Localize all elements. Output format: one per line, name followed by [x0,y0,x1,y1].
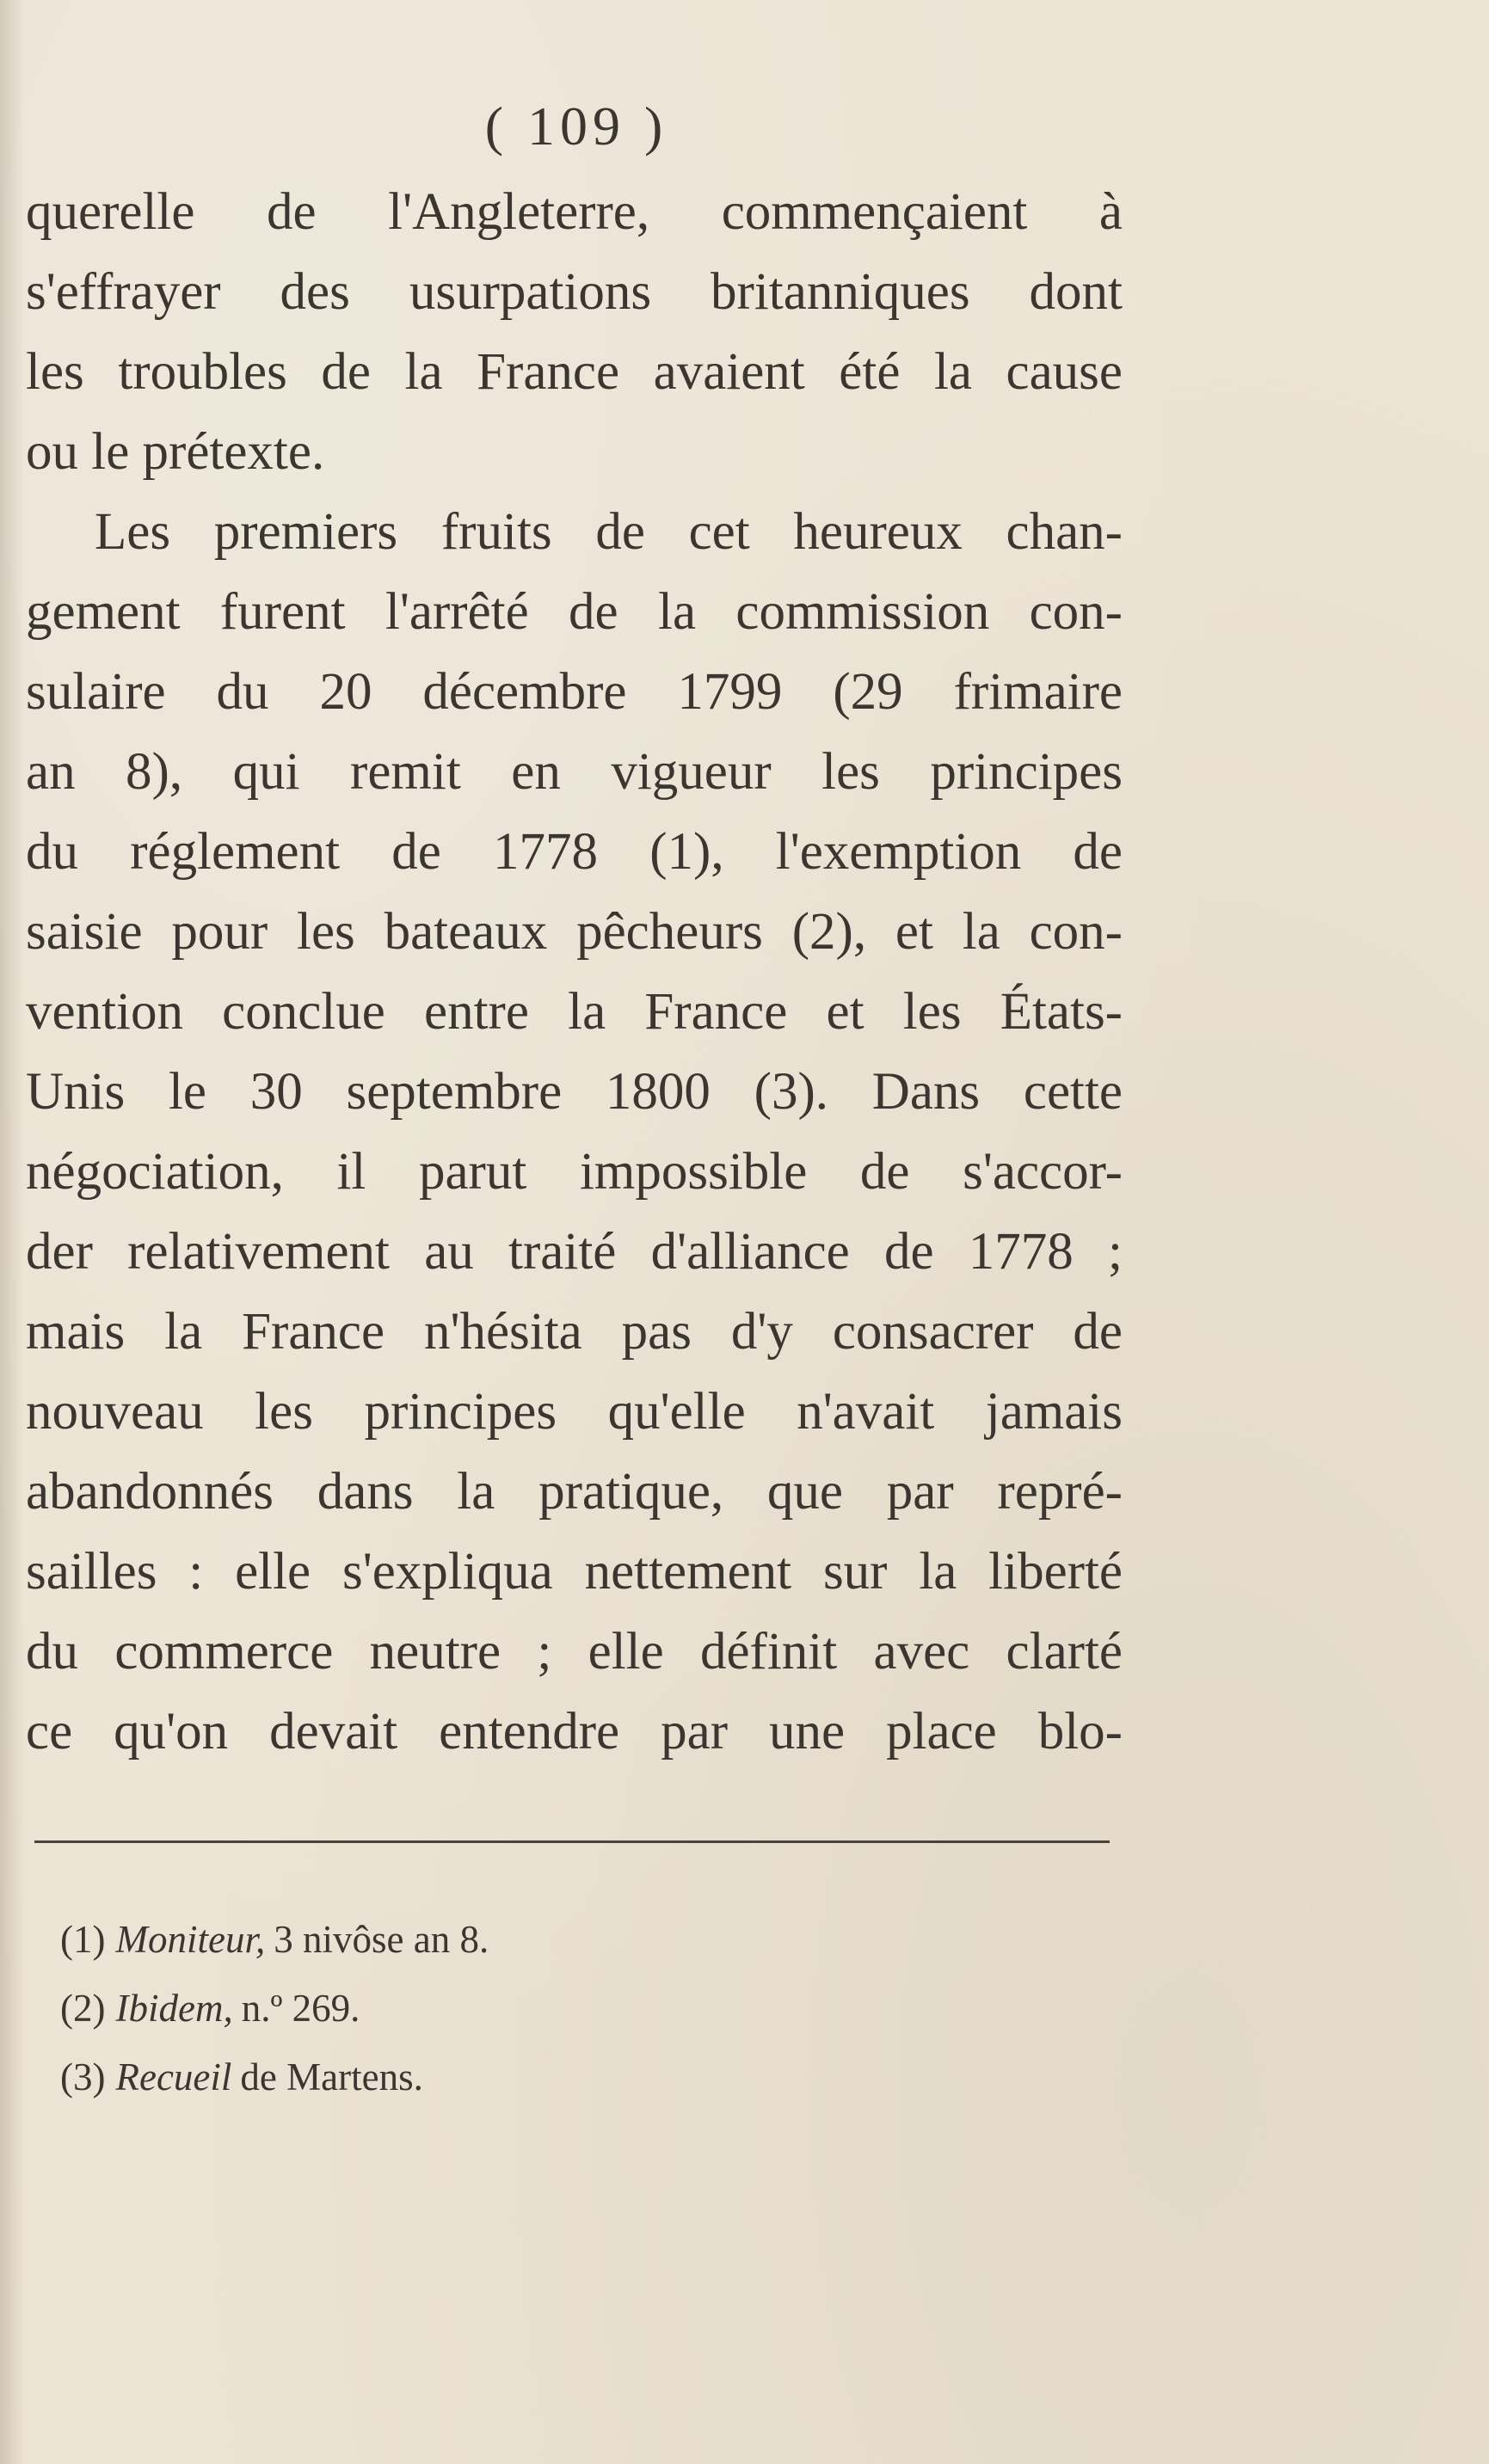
footnote-source: Recueil [115,2055,232,2098]
text-line: les troubles de la France avaient été la cause [26,343,1123,401]
text-line: querelle de l'Angleterre, commençaient à [26,183,1123,241]
text-line: nouveau les principes qu'elle n'avait jamais [26,1383,1123,1441]
footnote-marker: (3) [60,2055,106,2098]
body-text [26,172,1123,1772]
text-line: vention conclue entre la France et les États- [26,983,1123,1041]
text-line: gement furent l'arrêté de la commission con- [26,583,1123,641]
text-line: der relativement au traité d'alliance de 1778 ; [26,1223,1123,1281]
text-line: saisie pour les bateaux pêcheurs (2), et la con- [26,903,1123,961]
text-line: abandonnés dans la pratique, que par repré- [26,1463,1123,1521]
footnote-text: de Martens. [240,2055,423,2098]
text-line: an 8), qui remit en vigueur les principes [26,743,1123,801]
text-line: du réglement de 1778 (1), l'exemption de [26,823,1123,881]
text-line: Unis le 30 septembre 1800 (3). Dans cette [26,1063,1123,1121]
footnote-text: n.º 269. [241,1987,360,2030]
footnotes [60,1905,834,2111]
page-number: ( 109 ) [484,95,668,157]
text-line: Les premiers fruits de cet heureux chan- [95,503,1123,561]
footnote-rule [34,1840,1110,1843]
footnote [60,2043,834,2111]
text-line: négociation, il parut impossible de s'accor- [26,1143,1123,1201]
text-line: sailles : elle s'expliqua nettement sur la liberté [26,1543,1123,1601]
text-line: mais la France n'hésita pas d'y consacrer de [26,1303,1123,1361]
text-line: ou le prétexte. [26,423,325,481]
footnote-text: 3 nivôse an 8. [274,1918,489,1961]
footnote [60,1905,834,1974]
footnote [60,1974,834,2043]
text-line: sulaire du 20 décembre 1799 (29 frimaire [26,663,1123,721]
text-line: ce qu'on devait entendre par une place blo- [26,1703,1123,1760]
footnote-marker: (1) [60,1918,106,1961]
footnote-source: Moniteur, [115,1918,266,1961]
gutter-shadow [0,0,24,2464]
footnote-source: Ibidem, [115,1987,233,2030]
footnote-marker: (2) [60,1987,106,2030]
text-line: s'effrayer des usurpations britanniques dont [26,263,1123,321]
text-line: du commerce neutre ; elle définit avec clarté [26,1623,1123,1681]
